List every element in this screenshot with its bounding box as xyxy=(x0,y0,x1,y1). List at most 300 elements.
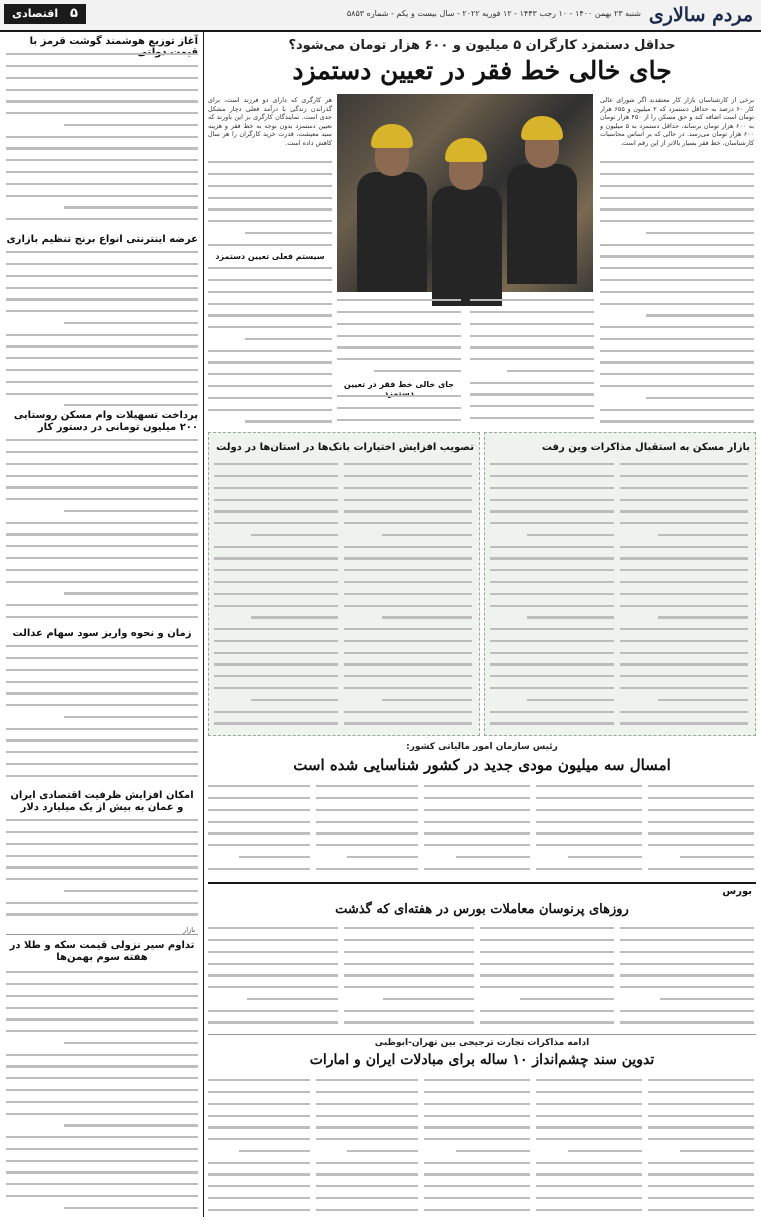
text-line xyxy=(600,161,754,170)
text-line xyxy=(648,1197,754,1206)
text-line xyxy=(208,208,332,217)
text-line xyxy=(600,338,754,347)
text-line xyxy=(344,628,472,637)
text-line xyxy=(214,593,338,602)
text-line xyxy=(208,185,332,194)
sidebar-item-title-6: تداوم سیر نزولی قیمت سکه و طلا در هفته سوم بهمن‌ها xyxy=(9,940,195,963)
text-line xyxy=(6,751,198,760)
text-line xyxy=(6,657,198,666)
text-line xyxy=(6,533,198,542)
sidebar-item-body-4 xyxy=(6,642,198,782)
text-line xyxy=(6,831,198,840)
text-line xyxy=(424,1197,530,1206)
lead-body-left-cont xyxy=(208,158,332,250)
text-line xyxy=(658,534,748,543)
text-line xyxy=(214,522,338,531)
text-line xyxy=(316,809,418,818)
text-line xyxy=(6,463,198,472)
text-line xyxy=(490,652,614,661)
text-line xyxy=(568,856,642,865)
text-line xyxy=(6,298,198,307)
text-line xyxy=(620,581,748,590)
text-line xyxy=(490,463,614,472)
text-line xyxy=(648,1079,754,1088)
text-line xyxy=(214,499,338,508)
text-line xyxy=(424,821,530,830)
text-line xyxy=(536,832,642,841)
text-line xyxy=(316,821,418,830)
text-line xyxy=(646,397,754,406)
text-line xyxy=(470,358,594,367)
text-line xyxy=(470,299,594,308)
bourse-col-2 xyxy=(480,924,614,1030)
text-line xyxy=(337,407,461,416)
text-line xyxy=(6,669,198,678)
text-line xyxy=(470,311,594,320)
text-line xyxy=(600,197,754,206)
text-line xyxy=(620,927,754,936)
text-line xyxy=(620,722,748,728)
tax-col-1 xyxy=(648,782,754,874)
text-line xyxy=(6,475,198,484)
text-line xyxy=(658,699,748,708)
text-line xyxy=(208,974,338,983)
text-line xyxy=(214,510,338,519)
text-line xyxy=(6,183,198,192)
text-line xyxy=(64,716,198,725)
text-line xyxy=(382,534,472,543)
text-line xyxy=(6,1054,198,1063)
text-line xyxy=(490,687,614,696)
text-line xyxy=(6,393,198,402)
text-line xyxy=(480,986,614,995)
text-line xyxy=(6,1195,198,1204)
bank-box-text-a xyxy=(344,460,472,728)
text-line xyxy=(620,628,748,637)
text-line xyxy=(208,809,310,818)
text-line xyxy=(470,346,594,355)
text-line xyxy=(337,346,461,355)
text-line xyxy=(620,974,754,983)
lead-caption: جای خالی خط فقر در تعیین دستمزد xyxy=(343,380,455,398)
sidebar-item-body-6 xyxy=(6,968,198,1216)
issue-line: شنبه ۲۳ بهمن ۱۴۰۰ - ۱۰ رجب ۱۴۴۳ - ۱۲ فوریه ۲۰۲۲ - سال بیست و یکم - شماره ۵۸۵۳ xyxy=(346,9,641,18)
text-line xyxy=(6,1171,198,1180)
text-line xyxy=(382,616,472,625)
text-line xyxy=(6,218,198,226)
lead-body-right-cont xyxy=(600,158,754,426)
text-line xyxy=(214,546,338,555)
text-line xyxy=(208,797,310,806)
text-line xyxy=(600,173,754,182)
text-line xyxy=(214,569,338,578)
text-line xyxy=(245,420,332,424)
text-line xyxy=(6,195,198,204)
text-line xyxy=(620,510,748,519)
text-line xyxy=(208,397,332,406)
text-line xyxy=(648,1209,754,1216)
text-line xyxy=(600,350,754,359)
text-line xyxy=(344,581,472,590)
text-line xyxy=(6,345,198,354)
text-line xyxy=(490,510,614,519)
text-line xyxy=(347,856,418,865)
text-line xyxy=(600,303,754,312)
text-line xyxy=(600,385,754,394)
text-line xyxy=(648,1162,754,1171)
text-line xyxy=(490,675,614,684)
text-line xyxy=(6,983,198,992)
text-line xyxy=(6,1089,198,1098)
text-line xyxy=(208,1103,310,1112)
text-line xyxy=(208,939,338,948)
text-line xyxy=(382,699,472,708)
text-line xyxy=(620,986,754,995)
text-line xyxy=(424,1185,530,1194)
text-line xyxy=(648,809,754,818)
text-line xyxy=(536,1209,642,1216)
text-line xyxy=(536,809,642,818)
text-line xyxy=(6,616,198,622)
text-line xyxy=(646,232,754,241)
text-line xyxy=(208,267,332,276)
text-line xyxy=(620,557,748,566)
text-line xyxy=(490,663,614,672)
tax-kicker: رئیس سازمان امور مالیاتی کشور: xyxy=(406,742,558,752)
text-line xyxy=(6,763,198,772)
text-line xyxy=(316,1209,418,1216)
text-line xyxy=(6,704,198,713)
text-line xyxy=(424,1091,530,1100)
housing-box-text-a xyxy=(620,460,748,728)
text-line xyxy=(247,998,338,1007)
text-line xyxy=(620,663,748,672)
trade-divider xyxy=(208,1034,756,1035)
text-line xyxy=(316,797,418,806)
text-line xyxy=(344,974,474,983)
text-line xyxy=(214,628,338,637)
sidebar-item-body-5 xyxy=(6,816,198,922)
text-line xyxy=(470,417,594,426)
text-line xyxy=(6,53,198,62)
text-line xyxy=(251,534,338,543)
text-line xyxy=(208,821,310,830)
text-line xyxy=(316,1197,418,1206)
text-line xyxy=(6,159,198,168)
text-line xyxy=(344,605,472,614)
text-line xyxy=(424,1162,530,1171)
text-line xyxy=(6,334,198,343)
text-line xyxy=(208,1091,310,1100)
text-line xyxy=(536,821,642,830)
text-line xyxy=(344,675,472,684)
sidebar-market-divider xyxy=(6,934,198,935)
text-line xyxy=(208,785,310,794)
sidebar-item-body-1 xyxy=(6,50,198,226)
text-line xyxy=(620,652,748,661)
text-line xyxy=(490,581,614,590)
text-line xyxy=(648,1091,754,1100)
text-line xyxy=(214,722,338,728)
text-line xyxy=(490,605,614,614)
text-line xyxy=(239,1150,310,1159)
text-line xyxy=(6,251,198,260)
text-line xyxy=(6,1101,198,1110)
text-line xyxy=(490,711,614,720)
text-line xyxy=(648,1185,754,1194)
text-line xyxy=(6,147,198,156)
text-line xyxy=(208,361,332,370)
text-line xyxy=(6,1183,198,1192)
sidebar-item-body-2 xyxy=(6,248,198,406)
text-line xyxy=(536,1162,642,1171)
text-line xyxy=(424,1126,530,1135)
bank-box-title: تصویب افزایش اختیارات بانک‌ها در استان‌ها در دولت xyxy=(216,442,474,453)
sidebar-item-title-4: زمان و نحوه واریز سود سهام عدالت xyxy=(12,628,192,639)
text-line xyxy=(527,699,614,708)
text-line xyxy=(316,785,418,794)
text-line xyxy=(660,998,754,1007)
tax-headline: امسال سه میلیون مودی جدید در کشور شناسایی شده است xyxy=(293,756,671,774)
text-line xyxy=(6,995,198,1004)
text-line xyxy=(6,604,198,613)
text-line xyxy=(208,1115,310,1124)
text-line xyxy=(214,605,338,614)
text-line xyxy=(208,986,338,995)
trade-col-2 xyxy=(536,1076,642,1216)
text-line xyxy=(316,1103,418,1112)
text-line xyxy=(6,357,198,366)
text-line xyxy=(64,890,198,899)
text-line xyxy=(600,291,754,300)
text-line xyxy=(344,546,472,555)
text-line xyxy=(6,451,198,460)
text-line xyxy=(600,361,754,370)
tax-col-3 xyxy=(424,782,530,874)
bourse-headline: روزهای پرنوسان معاملات بورس در هفته‌ای که گذشت xyxy=(335,902,629,917)
text-line xyxy=(6,1065,198,1074)
text-line xyxy=(680,1150,754,1159)
text-line xyxy=(648,868,754,874)
text-line xyxy=(6,739,198,748)
lead-under-photo-c xyxy=(337,392,461,426)
trade-kicker: ادامه مذاکرات تجارت ترجیحی بین تهران-ابوظبی xyxy=(374,1038,590,1048)
bourse-col-4 xyxy=(208,924,338,1030)
newspaper-logo: مردم سالاری xyxy=(648,4,753,26)
text-line xyxy=(214,652,338,661)
lead-headline: جای خالی خط فقر در تعیین دستمزد xyxy=(292,56,672,85)
text-line xyxy=(6,486,198,495)
text-line xyxy=(208,173,332,182)
text-line xyxy=(600,326,754,335)
text-line xyxy=(214,581,338,590)
text-line xyxy=(214,475,338,484)
text-line xyxy=(600,185,754,194)
text-line xyxy=(347,1150,418,1159)
text-line xyxy=(424,1209,530,1216)
text-line xyxy=(208,1079,310,1088)
text-line xyxy=(344,522,472,531)
text-line xyxy=(6,913,198,922)
text-line xyxy=(6,287,198,296)
text-line xyxy=(6,775,198,782)
text-line xyxy=(648,1138,754,1147)
text-line xyxy=(620,675,748,684)
text-line xyxy=(6,1160,198,1169)
text-line xyxy=(208,1173,310,1182)
housing-box-title: بازار مسکن به استقبال مذاکرات وین رفت xyxy=(541,442,750,453)
text-line xyxy=(424,1173,530,1182)
text-line xyxy=(490,628,614,637)
text-line xyxy=(6,681,198,690)
text-line xyxy=(6,557,198,566)
text-line xyxy=(251,699,338,708)
text-line xyxy=(316,1138,418,1147)
text-line xyxy=(208,1197,310,1206)
text-line xyxy=(490,475,614,484)
text-line xyxy=(316,1115,418,1124)
text-line xyxy=(344,487,472,496)
text-line xyxy=(470,382,594,391)
text-line xyxy=(6,569,198,578)
text-line xyxy=(208,303,332,312)
text-line xyxy=(536,797,642,806)
text-line xyxy=(208,832,310,841)
text-line xyxy=(337,395,461,404)
text-line xyxy=(208,1126,310,1135)
lead-body-left-cont2 xyxy=(208,264,332,424)
text-line xyxy=(6,866,198,875)
text-line xyxy=(6,902,198,911)
text-line xyxy=(208,161,332,170)
text-line xyxy=(344,722,472,728)
trade-col-3 xyxy=(424,1076,530,1216)
text-line xyxy=(470,323,594,332)
text-line xyxy=(424,1138,530,1147)
text-line xyxy=(646,314,754,323)
text-line xyxy=(620,1021,754,1030)
bank-box-text-b xyxy=(214,460,338,728)
text-line xyxy=(214,487,338,496)
text-line xyxy=(337,299,461,308)
text-line xyxy=(208,1010,338,1019)
trade-headline: تدوین سند چشم‌انداز ۱۰ ساله برای مبادلات ایران و امارات xyxy=(309,1052,655,1068)
text-line xyxy=(337,419,461,426)
text-line xyxy=(658,616,748,625)
text-line xyxy=(64,206,198,215)
text-line xyxy=(6,77,198,86)
text-line xyxy=(648,797,754,806)
text-line xyxy=(6,171,198,180)
text-line xyxy=(456,856,530,865)
sidebar-item-title-5: امکان افزایش ظرفیت اقتصادی ایران و عمان به بیش از یک میلیارد دلار xyxy=(10,790,194,813)
text-line xyxy=(344,1010,474,1019)
text-line xyxy=(620,593,748,602)
text-line xyxy=(64,1207,198,1216)
tax-col-5 xyxy=(208,782,310,874)
text-line xyxy=(6,545,198,554)
text-line xyxy=(620,522,748,531)
text-line xyxy=(6,100,198,109)
text-line xyxy=(344,986,474,995)
bourse-divider xyxy=(208,882,756,884)
text-line xyxy=(600,279,754,288)
text-line xyxy=(316,1091,418,1100)
text-line xyxy=(536,1115,642,1124)
text-line xyxy=(64,404,198,406)
text-line xyxy=(620,475,748,484)
text-line xyxy=(214,687,338,696)
text-line xyxy=(337,358,461,367)
text-line xyxy=(6,1148,198,1157)
text-line xyxy=(344,652,472,661)
text-line xyxy=(568,1150,642,1159)
text-line xyxy=(208,844,310,853)
text-line xyxy=(620,711,748,720)
text-line xyxy=(456,1150,530,1159)
text-line xyxy=(316,1126,418,1135)
text-line xyxy=(344,963,474,972)
text-line xyxy=(316,1079,418,1088)
text-line xyxy=(424,809,530,818)
text-line xyxy=(6,1030,198,1039)
text-line xyxy=(316,832,418,841)
section-name: اقتصادی xyxy=(12,7,59,20)
text-line xyxy=(6,1018,198,1027)
text-line xyxy=(208,409,332,418)
text-line xyxy=(64,510,198,519)
text-line xyxy=(536,1185,642,1194)
text-line xyxy=(648,785,754,794)
text-line xyxy=(344,687,472,696)
text-line xyxy=(600,420,754,426)
text-line xyxy=(536,1091,642,1100)
text-line xyxy=(64,1124,198,1133)
text-line xyxy=(470,405,594,414)
text-line xyxy=(208,244,332,250)
housing-box-text-b xyxy=(490,460,614,728)
text-line xyxy=(480,951,614,960)
text-line xyxy=(344,640,472,649)
text-line xyxy=(490,499,614,508)
text-line xyxy=(600,373,754,382)
text-line xyxy=(480,963,614,972)
text-line xyxy=(316,844,418,853)
text-line xyxy=(208,1138,310,1147)
text-line xyxy=(600,267,754,276)
text-line xyxy=(6,645,198,654)
text-line xyxy=(480,939,614,948)
lead-under-photo-a xyxy=(470,296,594,426)
text-line xyxy=(490,640,614,649)
text-line xyxy=(208,1162,310,1171)
text-line xyxy=(316,1173,418,1182)
sidebar-item-body-3 xyxy=(6,436,198,622)
text-line xyxy=(680,856,754,865)
text-line xyxy=(344,1021,474,1030)
text-line xyxy=(208,197,332,206)
text-line xyxy=(344,927,474,936)
text-line xyxy=(374,370,461,376)
text-line xyxy=(490,487,614,496)
text-line xyxy=(424,1115,530,1124)
text-line xyxy=(648,832,754,841)
text-line xyxy=(480,974,614,983)
text-line xyxy=(214,675,338,684)
text-line xyxy=(470,393,594,402)
text-line xyxy=(208,1185,310,1194)
text-line xyxy=(424,785,530,794)
